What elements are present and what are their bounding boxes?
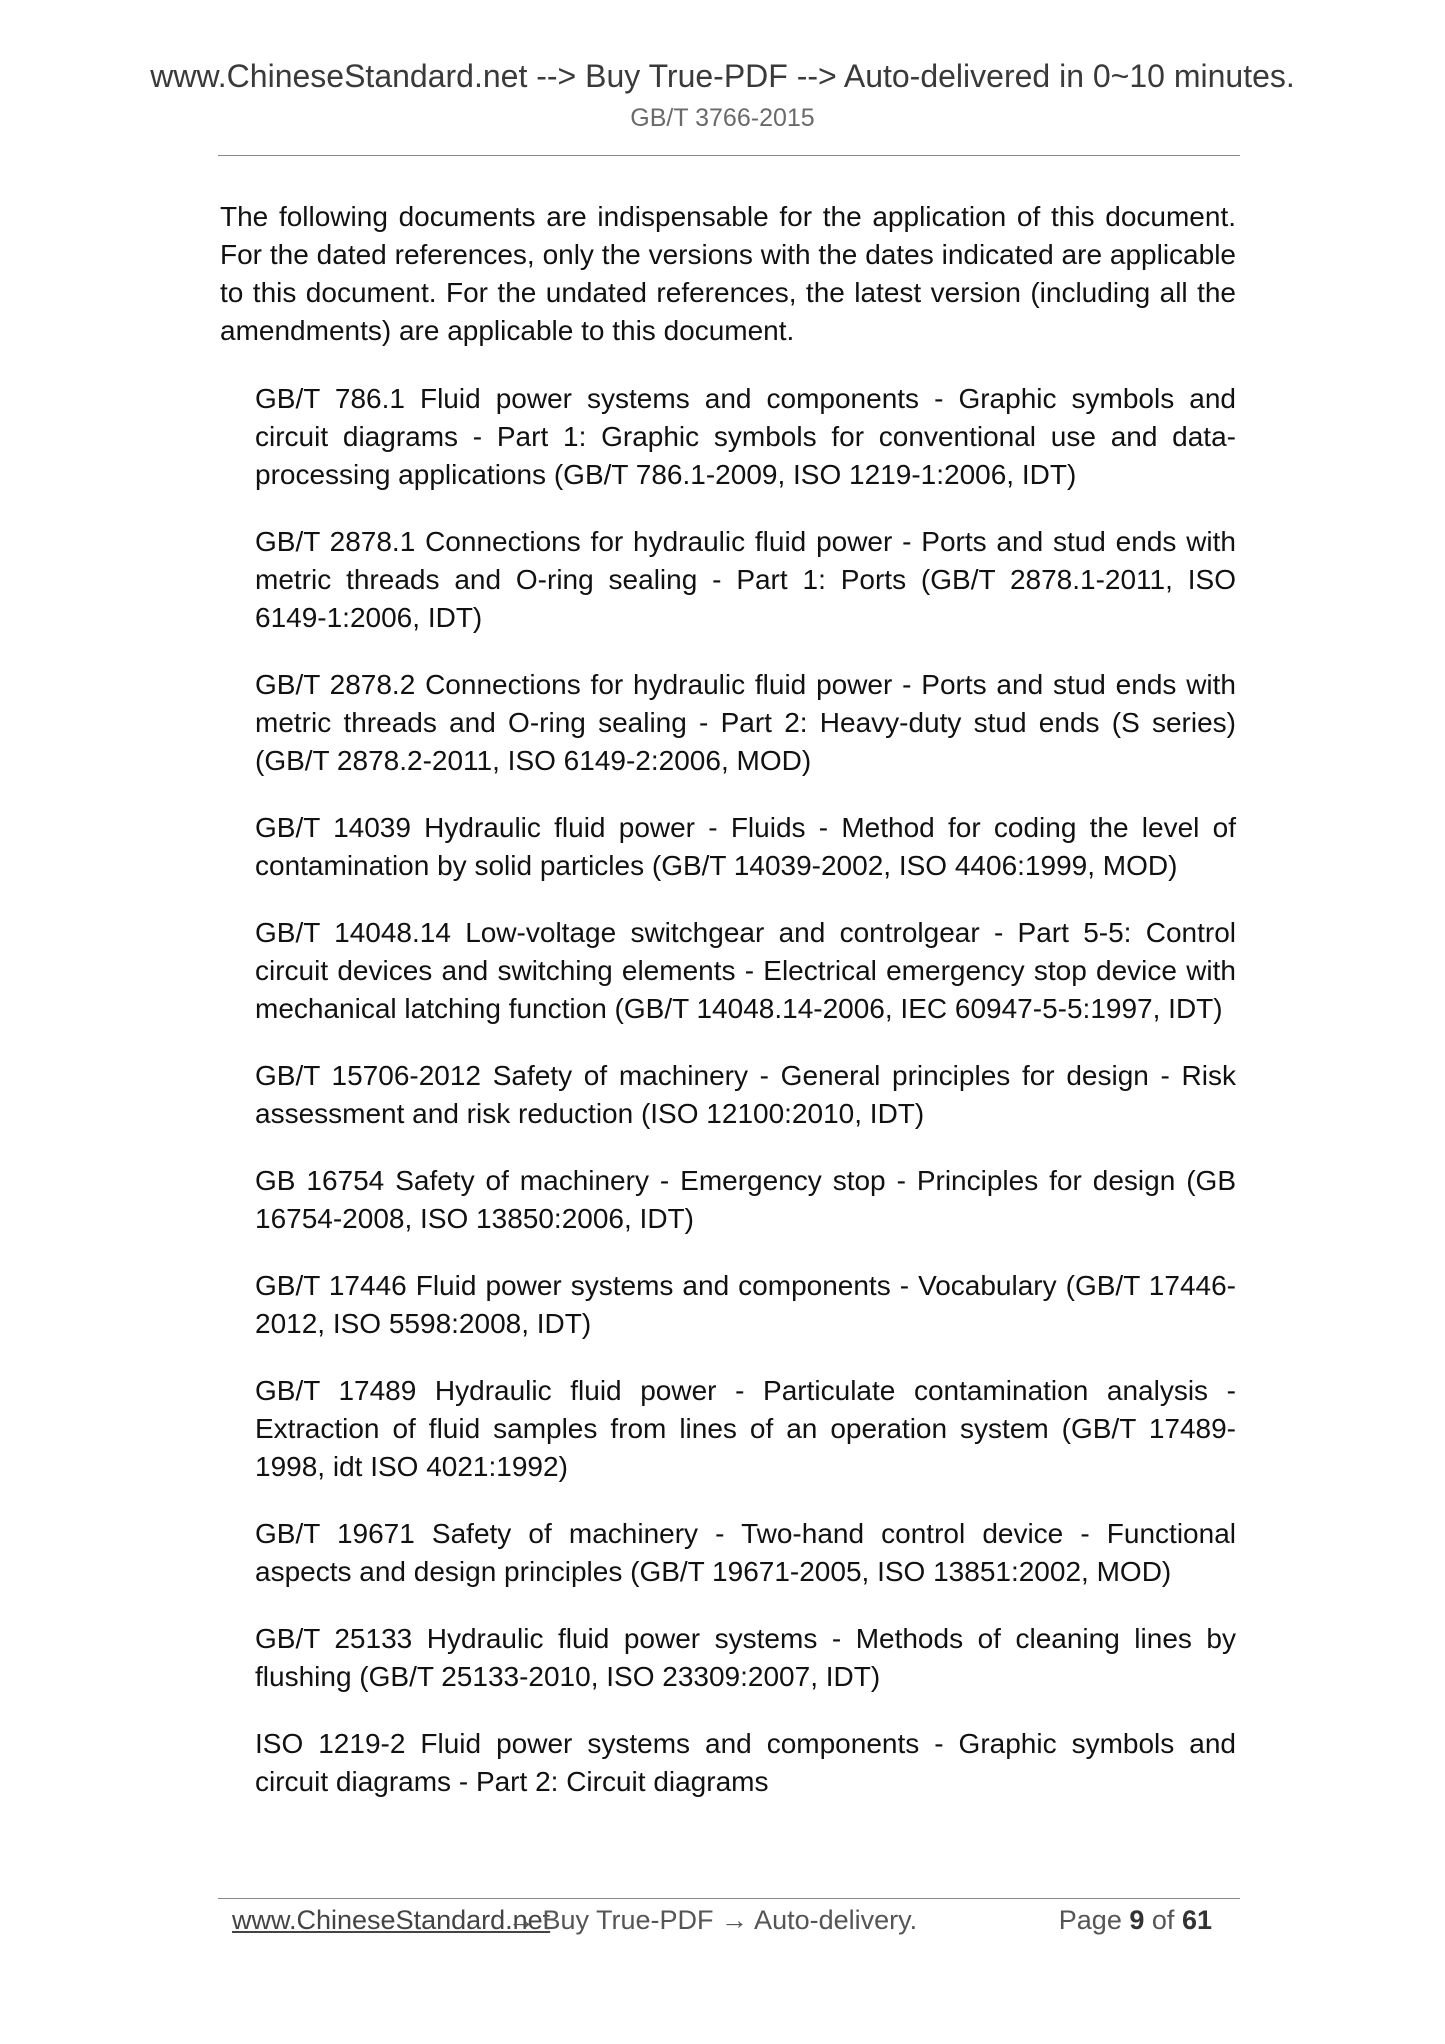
reference-item: GB/T 25133 Hydraulic fluid power systems - Methods of cleaning lines by flushing (GB/T 25133-2010, ISO 23309:2007, IDT) [255,1623,1236,1692]
footer-divider [218,1898,1240,1899]
of-word: of [1151,1905,1175,1935]
footer-delivery-text: → Buy True-PDF → Auto-delivery. [508,1905,918,1935]
header-banner: www.ChineseStandard.net --> Buy True-PDF --> Auto-delivered in 0~10 minutes. [150,58,1295,94]
reference-list [255,380,1236,1830]
page-counter [1059,1905,1212,1936]
reference-item: GB/T 14039 Hydraulic fluid power - Fluids - Method for coding the level of contamination by solid particles (GB/T 14039-2002, ISO 4406:1999, MOD) [255,812,1236,881]
reference-item: GB/T 19671 Safety of machinery - Two-hand control device - Functional aspects and design principles (GB/T 19671-2005, ISO 13851:2002, MOD) [255,1518,1236,1587]
reference-item: GB 16754 Safety of machinery - Emergency stop - Principles for design (GB 16754-2008, ISO 13850:2006, IDT) [255,1165,1236,1234]
total-pages: 61 [1181,1905,1212,1935]
reference-item: GB/T 17446 Fluid power systems and components - Vocabulary (GB/T 17446-2012, ISO 5598:2008, IDT) [255,1270,1236,1339]
reference-item: GB/T 786.1 Fluid power systems and components - Graphic symbols and circuit diagrams - Part 1: Graphic symbols for conventional use and data-processing applications (GB/T 786.1-2009, ISO 1219-1:2006, IDT) [255,383,1236,490]
reference-item: ISO 1219-2 Fluid power systems and components - Graphic symbols and circuit diagrams - Part 2: Circuit diagrams [255,1728,1236,1797]
document-code: GB/T 3766-2015 [630,104,815,132]
reference-item: GB/T 17489 Hydraulic fluid power - Particulate contamination analysis - Extraction of fluid samples from lines of an operation system (GB/T 17489-1998, idt ISO 4021:1992) [255,1375,1236,1482]
intro-paragraph: The following documents are indispensable for the application of this document. For the dated references, only the versions with the dates indicated are applicable to this document. For the undated references, the latest version (including all the amendments) are applicable to this document. [220,201,1236,346]
reference-item: GB/T 15706-2012 Safety of machinery - General principles for design - Risk assessment and risk reduction (ISO 12100:2010, IDT) [255,1060,1236,1129]
reference-item: GB/T 2878.2 Connections for hydraulic fluid power - Ports and stud ends with metric threads and O-ring sealing - Part 2: Heavy-duty stud ends (S series) (GB/T 2878.2-2011, ISO 6149-2:2006, MOD) [255,669,1236,776]
header-divider [218,155,1240,156]
reference-item: GB/T 14048.14 Low-voltage switchgear and controlgear - Part 5-5: Control circuit devices and switching elements - Electrical emergency stop device with mechanical latching function (GB/T 14048.14-2006, IEC 60947-5-5:1997, IDT) [255,917,1236,1024]
page-footer [232,1905,1212,1945]
page-word: Page [1058,1905,1122,1935]
page-number: 9 [1129,1905,1145,1935]
reference-item: GB/T 2878.1 Connections for hydraulic fluid power - Ports and stud ends with metric threads and O-ring sealing - Part 1: Ports (GB/T 2878.1-2011, ISO 6149-1:2006, IDT) [255,526,1236,633]
footer-site-link[interactable]: www.ChineseStandard.net [232,1905,551,1935]
